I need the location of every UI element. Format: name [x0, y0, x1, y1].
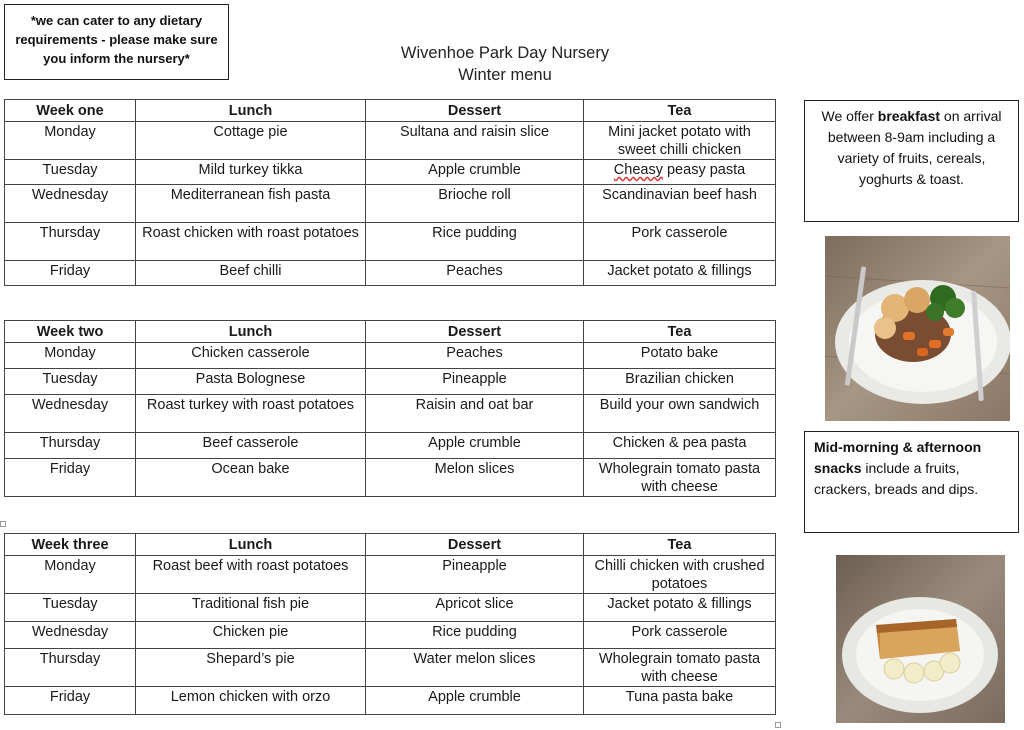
tea-cell: Chilli chicken with crushed potatoes [584, 556, 776, 594]
tea-cell: Wholegrain tomato pasta with cheese [584, 459, 776, 497]
day-cell: Wednesday [5, 185, 136, 223]
lunch-cell: Shepard’s pie [136, 649, 366, 687]
lunch-cell: Traditional fish pie [136, 594, 366, 622]
tea-cell: Jacket potato & fillings [584, 261, 776, 286]
table-row-friday [5, 459, 776, 497]
spellcheck-underline: Cheasy [613, 162, 663, 178]
dessert-cell: Brioche roll [366, 185, 584, 223]
dessert-cell: Peaches [366, 261, 584, 286]
header-row [5, 100, 776, 122]
table-row-thursday [5, 433, 776, 459]
table-row-thursday [5, 649, 776, 687]
dessert-cell: Rice pudding [366, 622, 584, 649]
tea-header: Tea [584, 534, 776, 556]
lunch-cell: Pasta Bolognese [136, 369, 366, 395]
dessert-cell: Apple crumble [366, 160, 584, 185]
dessert-cell: Rice pudding [366, 223, 584, 261]
lunch-cell: Cottage pie [136, 122, 366, 160]
tea-cell: Brazilian chicken [584, 369, 776, 395]
dessert-cell: Melon slices [366, 459, 584, 497]
week-label: Week one [5, 100, 136, 122]
tea-cell: Tuna pasta bake [584, 687, 776, 715]
week-one-table [4, 99, 776, 286]
table-row-monday [5, 122, 776, 160]
dessert-cell: Sultana and raisin slice [366, 122, 584, 160]
lunch-cell: Chicken pie [136, 622, 366, 649]
tea-cell: Jacket potato & fillings [584, 594, 776, 622]
lunch-cell: Mild turkey tikka [136, 160, 366, 185]
day-cell: Tuesday [5, 369, 136, 395]
lunch-cell: Lemon chicken with orzo [136, 687, 366, 715]
lunch-header: Lunch [136, 100, 366, 122]
dessert-header: Dessert [366, 321, 584, 343]
tea-cell: Wholegrain tomato pasta with cheese [584, 649, 776, 687]
tea-cell: Scandinavian beef hash [584, 185, 776, 223]
tea-header: Tea [584, 100, 776, 122]
tea-cell: Potato bake [584, 343, 776, 369]
table-row-tuesday [5, 160, 776, 185]
snacks-text: include a fruits, crackers, breads and dips. [814, 460, 979, 497]
table-anchor-marker [0, 521, 6, 527]
day-cell: Friday [5, 261, 136, 286]
lunch-cell: Beef casserole [136, 433, 366, 459]
table-row-monday [5, 556, 776, 594]
breakfast-text-pre: We offer [821, 108, 878, 124]
day-cell: Thursday [5, 223, 136, 261]
tea-cell: Pork casserole [584, 223, 776, 261]
breakfast-bold: breakfast [877, 108, 941, 124]
table-row-friday [5, 687, 776, 715]
lunch-cell: Roast turkey with roast potatoes [136, 395, 366, 433]
tea-cell: Mini jacket potato with sweet chilli chicken [584, 122, 776, 160]
day-cell: Friday [5, 687, 136, 715]
breakfast-info-box [804, 100, 1019, 222]
dessert-cell: Pineapple [366, 369, 584, 395]
tea-header: Tea [584, 321, 776, 343]
dessert-cell: Water melon slices [366, 649, 584, 687]
dessert-header: Dessert [366, 534, 584, 556]
dessert-cell: Apple crumble [366, 433, 584, 459]
table-row-tuesday [5, 594, 776, 622]
lunch-header: Lunch [136, 534, 366, 556]
day-cell: Monday [5, 556, 136, 594]
week-three-table [4, 533, 776, 715]
table-row-tuesday [5, 369, 776, 395]
breakfast-text-post: on arrival between 8-9am including a variety of fruits, cereals, yoghurts & toast. [827, 108, 1002, 187]
snacks-info-box [804, 431, 1019, 533]
dessert-cell: Apricot slice [366, 594, 584, 622]
day-cell: Wednesday [5, 395, 136, 433]
table-resize-handle [775, 722, 781, 728]
dessert-header: Dessert [366, 100, 584, 122]
lunch-cell: Roast beef with roast potatoes [136, 556, 366, 594]
nursery-name: Wivenhoe Park Day Nursery [400, 44, 610, 62]
table-row-wednesday [5, 395, 776, 433]
table-row-thursday [5, 223, 776, 261]
table-row-monday [5, 343, 776, 369]
table-row-wednesday [5, 185, 776, 223]
dietary-notice: *we can cater to any dietary requirements - please make sure you inform the nursery* [4, 4, 229, 80]
table-row-wednesday [5, 622, 776, 649]
day-cell: Monday [5, 343, 136, 369]
roast-dinner-photo [825, 236, 1010, 421]
day-cell: Monday [5, 122, 136, 160]
day-cell: Tuesday [5, 594, 136, 622]
week-label: Week two [5, 321, 136, 343]
day-cell: Friday [5, 459, 136, 497]
lunch-cell: Mediterranean fish pasta [136, 185, 366, 223]
tea-cell: Build your own sandwich [584, 395, 776, 433]
day-cell: Tuesday [5, 160, 136, 185]
dessert-cell: Pineapple [366, 556, 584, 594]
table-row-friday [5, 261, 776, 286]
tea-cell: Cheasy peasy pasta [584, 160, 776, 185]
header-row [5, 321, 776, 343]
header-row [5, 534, 776, 556]
menu-title [340, 42, 670, 86]
snacks-bold: Mid-morning & afternoon snacks [814, 439, 982, 476]
week-two-table [4, 320, 776, 497]
lunch-cell: Beef chilli [136, 261, 366, 286]
dessert-cell: Peaches [366, 343, 584, 369]
dessert-cell: Raisin and oat bar [366, 395, 584, 433]
week-label: Week three [5, 534, 136, 556]
lunch-cell: Roast chicken with roast potatoes [136, 223, 366, 261]
day-cell: Thursday [5, 649, 136, 687]
lunch-header: Lunch [136, 321, 366, 343]
day-cell: Thursday [5, 433, 136, 459]
cake-snack-photo [836, 555, 1005, 723]
lunch-cell: Ocean bake [136, 459, 366, 497]
day-cell: Wednesday [5, 622, 136, 649]
dessert-cell: Apple crumble [366, 687, 584, 715]
tea-cell: Pork casserole [584, 622, 776, 649]
menu-subtitle: Winter menu [458, 66, 552, 84]
lunch-cell: Chicken casserole [136, 343, 366, 369]
tea-cell: Chicken & pea pasta [584, 433, 776, 459]
